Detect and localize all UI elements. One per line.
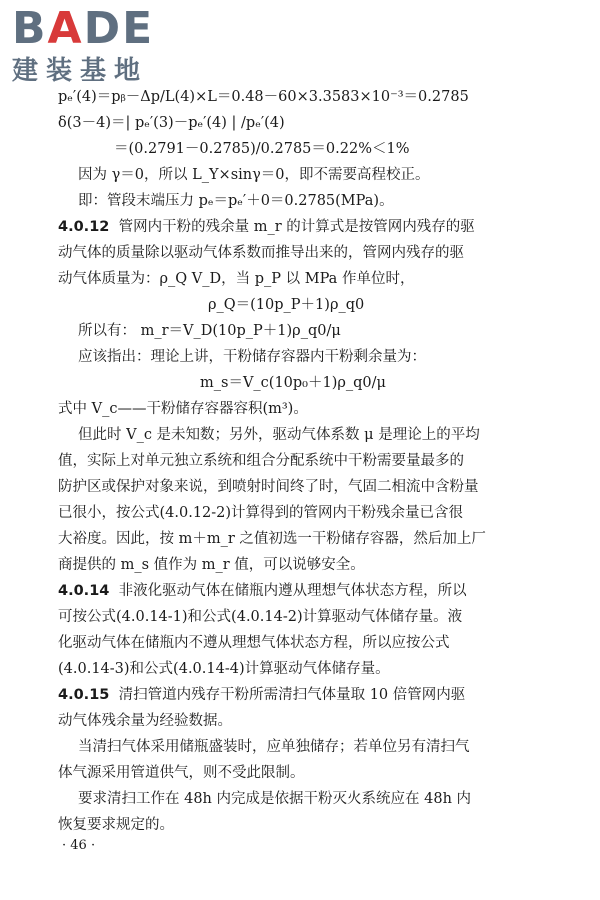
watermark-logo bbox=[12, 4, 182, 86]
formula-line: ＝(0.2791－0.2785)/0.2785＝0.22%＜1% bbox=[114, 141, 410, 157]
text-line: 体气源采用管道供气，则不受此限制。 bbox=[58, 765, 305, 781]
clause-4-0-15: 4.0.15 清扫管道内残存干粉所需清扫气体量取 10 倍管网内驱 bbox=[58, 687, 466, 703]
text-line: 当清扫气体采用储瓶盛装时，应单独储存；若单位另有清扫气 bbox=[78, 739, 470, 755]
watermark-subtitle: 建装基地 bbox=[12, 56, 149, 86]
text-line: 即：管段末端压力 pₑ＝pₑ′＋0＝0.2785(MPa)。 bbox=[78, 193, 394, 209]
text-line: 化驱动气体在储瓶内不遵从理想气体状态方程，所以应按公式 bbox=[58, 635, 450, 651]
text-line: 恢复要求规定的。 bbox=[58, 817, 174, 833]
clause-4-0-12: 4.0.12 管网内干粉的残余量 m_r 的计算式是按管网内残存的驱 bbox=[58, 219, 475, 235]
text-line: 动气体的质量除以驱动气体系数而推导出来的，管网内残存的驱 bbox=[58, 245, 464, 261]
clause-number: 4.0.12 bbox=[58, 219, 110, 235]
formula-line: m_s＝V_c(10p₀＋1)ρ_q0/μ bbox=[200, 375, 386, 391]
text-line: 但此时 V_c 是未知数；另外，驱动气体系数 μ 是理论上的平均 bbox=[78, 427, 480, 443]
clause-number: 4.0.14 bbox=[58, 583, 110, 599]
text-line: 大裕度。因此，按 m＋m_r 之值初选一干粉储存容器，然后加上厂 bbox=[58, 531, 486, 547]
text-line: 应该指出：理论上讲，干粉储存容器内干粉剩余量为： bbox=[78, 349, 426, 365]
formula-line: ρ_Q＝(10p_P＋1)ρ_q0 bbox=[208, 297, 365, 313]
clause-4-0-14: 4.0.14 非液化驱动气体在储瓶内遵从理想气体状态方程，所以 bbox=[58, 583, 467, 599]
text-line: 动气体残余量为经验数据。 bbox=[58, 713, 232, 729]
formula-line: δ(3－4)＝| pₑ′(3)－pₑ′(4) | /pₑ′(4) bbox=[58, 115, 285, 131]
document-body bbox=[58, 84, 580, 838]
formula-line: 所以有： m_r＝V_D(10p_P＋1)ρ_q0/μ bbox=[78, 323, 341, 339]
text-line: 商提供的 m_s 值作为 m_r 值，可以说够安全。 bbox=[58, 557, 365, 573]
text-line: 式中 V_c——干粉储存容器容积(m³)。 bbox=[58, 401, 308, 417]
page-number: · 46 · bbox=[62, 838, 96, 853]
formula-line: pₑ′(4)＝pᵦ－Δp/L(4)×L＝0.48－60×3.3583×10⁻³＝0.2785 bbox=[58, 89, 469, 105]
text-line: 防护区或保护对象来说，到喷射时间终了时，气固二相流中含粉量 bbox=[58, 479, 479, 495]
text-line: 动气体质量为：ρ_Q V_D，当 p_P 以 MPa 作单位时， bbox=[58, 271, 415, 287]
text-line: 值，实际上对单元独立系统和组合分配系统中干粉需要量最多的 bbox=[58, 453, 464, 469]
watermark-brand: BADE bbox=[12, 3, 155, 54]
text-line: 可按公式(4.0.14-1)和公式(4.0.14-2)计算驱动气体储存量。液 bbox=[58, 609, 463, 625]
text-line: 已很小，按公式(4.0.12-2)计算得到的管网内干粉残余量已含很 bbox=[58, 505, 464, 521]
text-line: 因为 γ＝0，所以 L_Y×sinγ＝0，即不需要高程校正。 bbox=[78, 167, 430, 183]
clause-number: 4.0.15 bbox=[58, 687, 110, 703]
text-line: 要求清扫工作在 48h 内完成是依据干粉灭火系统应在 48h 内 bbox=[78, 791, 472, 807]
text-line: (4.0.14-3)和公式(4.0.14-4)计算驱动气体储存量。 bbox=[58, 661, 390, 677]
